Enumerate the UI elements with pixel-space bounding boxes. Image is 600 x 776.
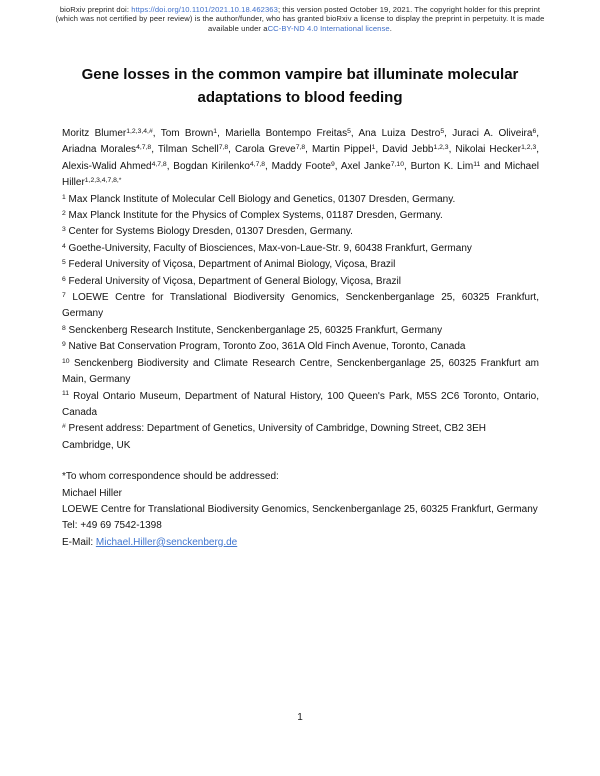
author-affiliation-sup: 1 [213, 127, 218, 135]
author-affiliation-sup: 4,7,8 [249, 160, 266, 168]
affiliation-list [62, 192, 539, 422]
author-list: Moritz Blumer$^{1,2,3,4,\#}$, Tom Brown$^1$, Mariella Bontempo Freitas$^5$, Ana Luiza Destro$^5$, Juraci A. Oliveira$^6$, Ariadna Morales$^{4,7,8}$, Tilman Schell$^{7,8}$, Carola Greve$^{7,8}$, Martin Pippel$^1$, David Jebb$^{1,2,3}$, Nikolai Hecker$^{1,2,3}$, Alexis-Walid Ahmed$^{4,7,8}$, Bogdan Kirilenko$^{4,7,8}$, Maddy Foote$^9$, Axel Janke$^{7,10}$, Burton K. Lim$^{11}$ and Michael Hiller$^{1,2,3,4,7,8,*}$ [62, 127, 540, 189]
affiliation-item: $^6$ Federal University of Viçosa, Department of General Biology, Viçosa, Brazil [62, 275, 401, 287]
author-name: Mariella Bontempo Freitas [225, 128, 348, 139]
biorxiv-banner [20, 5, 580, 33]
author-name: Bogdan Kirilenko [173, 160, 250, 172]
correspondence-address: LOEWE Centre for Translational Biodiversity Genomics, Senckenberganlage 25, 60325 Frankfurt, Germany [62, 503, 538, 515]
author-affiliation-sup: 5 [347, 127, 351, 135]
page-number: 1 [297, 712, 303, 723]
author-name: Alexis-Walid Ahmed [62, 160, 152, 172]
author-affiliation-sup: 1,2,3 [521, 144, 537, 152]
author-affiliation-sup: 4,7,8 [151, 160, 167, 168]
affiliation-item: $^9$ Native Bat Conservation Program, Toronto Zoo, 361A Old Finch Avenue, Toronto, Canada [62, 341, 466, 353]
banner-line-3 [20, 24, 580, 33]
affiliation-number: 10 [62, 357, 70, 365]
correspondence-intro: *To whom correspondence should be addressed: [62, 471, 279, 483]
paper-front-matter [62, 126, 539, 551]
author-name: Juraci A. Oliveira [452, 128, 533, 139]
affiliation-number: 6 [62, 275, 66, 283]
author-name: Burton K. Lim [410, 160, 474, 172]
affiliation-item: $^4$ Goethe-University, Faculty of Biosciences, Max-von-Laue-Str. 9, 60438 Frankfurt, Germany [62, 242, 472, 254]
email-link[interactable]: Michael.Hiller@senckenberg.de [95, 536, 238, 548]
author-name: Ariadna Morales [62, 144, 137, 156]
correspondence-email-line [62, 535, 539, 551]
banner-text: . [389, 23, 392, 33]
correspondence-tel: Tel: +49 69 7542-1398 [62, 520, 162, 532]
author-name: Martin Pippel [311, 144, 372, 156]
correspondence-block [62, 469, 539, 551]
affiliation-number: 9 [62, 341, 66, 349]
affiliation-number: 3 [62, 226, 66, 234]
page-footer [0, 712, 600, 724]
banner-text: bioRxiv preprint doi: [59, 5, 132, 14]
banner-text: ; this version posted October 19, 2021. The copyright holder for this preprint [277, 5, 541, 14]
affiliation-number: 5 [62, 259, 66, 267]
author-affiliation-sup: 5 [440, 127, 445, 135]
email-label: E-Mail: [62, 536, 96, 548]
affiliation-item: $^7$ LOEWE Centre for Translational Biodiversity Genomics, Senckenberganlage 25, 60325 Frankfurt, Germany [62, 292, 539, 320]
affiliation-item: $^{10}$ Senckenberg Biodiversity and Climate Research Centre, Senckenberganlage 25, 60325 Frankfurt am Main, Germany [62, 357, 539, 386]
affiliation-item: $^5$ Federal University of Viçosa, Department of Animal Biology, Viçosa, Brazil [62, 259, 396, 271]
affiliation-number: 7 [62, 292, 66, 300]
present-address [62, 421, 539, 454]
author-name: Nikolai Hecker [455, 144, 522, 156]
author-affiliation-sup: 7,8 [295, 144, 306, 152]
author-affiliation-sup: 9 [331, 160, 335, 168]
author-affiliation-sup: 11 [473, 160, 481, 168]
author-name: Carola Greve [234, 144, 296, 156]
affiliation-item: $^{11}$ Royal Ontario Museum, Department of Natural History, 100 Queen's Park, M5S 2C6 Toronto, Ontario, Canada [62, 390, 539, 418]
doi-link[interactable]: https://doi.org/10.1101/2021.10.18.462363 [131, 5, 278, 14]
author-name: Tilman Schell [157, 144, 219, 156]
author-name: David Jebb [382, 144, 434, 156]
correspondence-name: Michael Hiller [62, 487, 123, 499]
affiliation-item: $^1$ Max Planck Institute of Molecular Cell Biology and Genetics, 01307 Dresden, Germany. [62, 193, 456, 205]
affiliation-item: $^2$ Max Planck Institute for the Physics of Complex Systems, 01187 Dresden, Germany. [62, 209, 443, 222]
author-affiliation-sup: 1,2,3,4,# [126, 127, 153, 135]
author-affiliation-sup: 4,7,8 [136, 144, 152, 152]
affiliation-item: $^8$ Senckenberg Research Institute, Senckenberganlage 25, 60325 Frankfurt, Germany [62, 324, 443, 336]
author-affiliation-sup: 7,8 [218, 144, 229, 152]
affiliation-number: 11 [62, 390, 70, 398]
author-affiliation-sup: 6 [532, 127, 537, 135]
author-name: Ana Luiza Destro [358, 128, 441, 139]
license-link[interactable]: CC-BY-ND 4.0 International license [267, 23, 390, 33]
author-name: Maddy Foote [271, 160, 331, 172]
author-affiliation-sup: 1,2,3 [433, 144, 449, 152]
affiliation-number: 2 [62, 209, 66, 217]
author-name: Moritz Blumer [62, 128, 127, 139]
author-affiliation-sup: 7,10 [390, 160, 404, 168]
author-name: Michael Hiller [62, 160, 539, 189]
author-affiliation-sup: 1 [371, 144, 376, 152]
author-affiliation-sup: 1,2,3,4,7,8,* [84, 177, 122, 185]
affiliation-number: 4 [62, 242, 66, 250]
author-name: Axel Janke [340, 160, 391, 172]
present-address-marker: # [62, 423, 66, 431]
present-address-text: Present address: Department of Genetics, University of Cambridge, Downing Street, CB2 3EH Cambridge, UK [62, 423, 486, 451]
affiliation-number: 1 [62, 193, 66, 201]
banner-text: available under a [208, 23, 268, 33]
affiliation-number: 8 [62, 324, 66, 332]
banner-line-2: (which was not certified by peer review) is the author/funder, who has granted bioRxiv a license to display the preprint in perpetuity. It is made [55, 14, 545, 24]
author-name: Tom Brown [160, 128, 214, 139]
paper-title: Gene losses in the common vampire bat illuminate molecular adaptations to blood feeding [81, 66, 519, 106]
banner-line-1 [20, 5, 580, 14]
affiliation-item: $^3$ Center for Systems Biology Dresden, 01307 Dresden, Germany. [62, 226, 353, 238]
